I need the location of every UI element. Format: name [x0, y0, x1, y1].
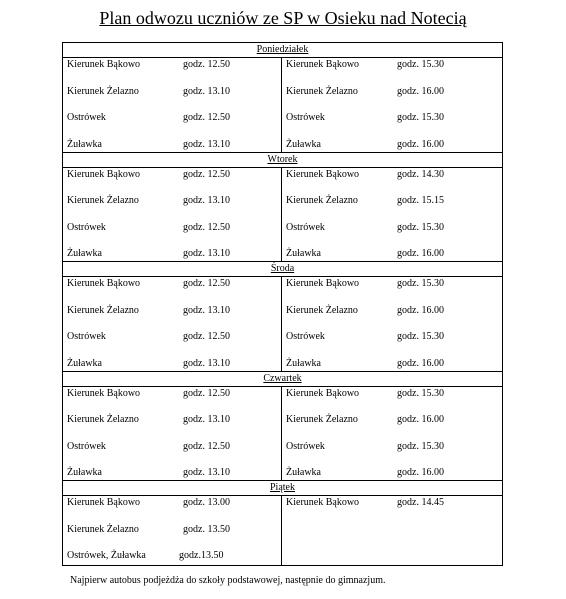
- location: Kierunek Żelazno: [286, 85, 358, 97]
- schedule-row: [63, 58, 281, 85]
- location: Ostrówek: [67, 440, 106, 452]
- day-grid: [63, 168, 502, 262]
- time: godz. 13.10: [183, 467, 230, 478]
- time: godz. 14.30: [397, 168, 444, 180]
- location: Ostrówek: [286, 221, 325, 233]
- location: Kierunek Bąkowo: [67, 59, 141, 70]
- time: godz. 16.00: [397, 304, 444, 316]
- left-column: [63, 387, 282, 481]
- time: godz.13.50: [179, 550, 224, 561]
- time: godz. 13.10: [183, 248, 230, 259]
- day-header: Piątek: [63, 480, 502, 496]
- time: godz. 12.50: [183, 278, 230, 289]
- schedule-row: [63, 466, 281, 480]
- schedule-row: [282, 111, 502, 138]
- location: Kierunek Żelazno: [67, 195, 139, 206]
- location: Kierunek Bąkowo: [286, 387, 360, 399]
- location: Kierunek Bąkowo: [286, 278, 360, 289]
- left-column: [63, 277, 282, 371]
- location: Kierunek Żelazno: [67, 523, 139, 535]
- schedule-row: [282, 440, 502, 467]
- location: Kierunek Bąkowo: [67, 497, 141, 508]
- schedule-row: [282, 466, 502, 480]
- schedule-row: [63, 413, 281, 440]
- location: Kierunek Bąkowo: [286, 497, 360, 508]
- right-column: [282, 58, 502, 152]
- time: godz. 13.10: [183, 138, 230, 150]
- time: godz. 12.50: [183, 221, 230, 233]
- time: godz. 13.00: [183, 497, 230, 508]
- location: Kierunek Żelazno: [67, 414, 139, 425]
- day-header: Wtorek: [63, 152, 502, 168]
- day-header: Poniedziałek: [63, 43, 502, 58]
- day-grid: [63, 277, 502, 371]
- time: godz. 12.50: [183, 387, 230, 399]
- schedule-row: [282, 168, 502, 195]
- left-column: [63, 168, 282, 262]
- time: godz. 15.30: [397, 59, 444, 70]
- schedule-row: [282, 357, 502, 371]
- location: Ostrówek, Żuławka: [67, 550, 146, 561]
- schedule-row: [282, 138, 502, 152]
- location: Żuławka: [286, 138, 321, 150]
- location: Kierunek Żelazno: [67, 304, 139, 316]
- time: godz. 13.10: [183, 414, 230, 425]
- schedule-row: [63, 138, 281, 152]
- location: Kierunek Żelazno: [286, 304, 358, 316]
- left-column: [63, 496, 282, 565]
- schedule-row: [63, 330, 281, 357]
- location: Kierunek Żelazno: [286, 195, 358, 206]
- schedule-row: [282, 85, 502, 112]
- location: Żuławka: [67, 467, 102, 478]
- schedule-row: [63, 168, 281, 195]
- time: godz. 16.00: [397, 467, 444, 478]
- location: Żuławka: [67, 357, 102, 369]
- location: Żuławka: [286, 357, 321, 369]
- location: Ostrówek: [67, 112, 106, 123]
- time: godz. 12.50: [183, 440, 230, 452]
- time: godz. 16.00: [397, 138, 444, 150]
- location: Ostrówek: [67, 331, 106, 342]
- time: godz. 12.50: [183, 331, 230, 342]
- schedule-row: [282, 387, 502, 414]
- location: Kierunek Żelazno: [67, 85, 139, 97]
- location: Ostrówek: [286, 112, 325, 123]
- schedule-row: [63, 523, 281, 550]
- time: godz. 13.10: [183, 304, 230, 316]
- location: Kierunek Bąkowo: [67, 278, 141, 289]
- location: Kierunek Żelazno: [286, 414, 358, 425]
- time: godz. 16.00: [397, 85, 444, 97]
- schedule-row: [282, 277, 502, 304]
- time: godz. 15.30: [397, 112, 444, 123]
- time: godz. 13.10: [183, 357, 230, 369]
- time: godz. 15.30: [397, 440, 444, 452]
- location: Kierunek Bąkowo: [286, 168, 360, 180]
- schedule-row: [63, 440, 281, 467]
- day-grid: [63, 496, 502, 565]
- time: godz. 16.00: [397, 248, 444, 259]
- time: godz. 16.00: [397, 357, 444, 369]
- location: Żuławka: [67, 248, 102, 259]
- time: godz. 15.30: [397, 221, 444, 233]
- location: Ostrówek: [286, 440, 325, 452]
- time: godz. 13.50: [183, 523, 230, 535]
- left-column: [63, 58, 282, 152]
- location: Żuławka: [67, 138, 102, 150]
- schedule-row: [282, 194, 502, 221]
- schedule-row: [63, 357, 281, 371]
- schedule-row: [282, 247, 502, 261]
- footnote: Najpierw autobus podjeżdża do szkoły podstawowej, następnie do gimnazjum.: [70, 575, 386, 586]
- schedule-row: [63, 304, 281, 331]
- page-title: Plan odwozu uczniów ze SP w Osieku nad Notecią: [99, 8, 467, 28]
- time: godz. 16.00: [397, 414, 444, 425]
- time: godz. 15.30: [397, 278, 444, 289]
- schedule-row: [282, 304, 502, 331]
- location: Żuławka: [286, 467, 321, 478]
- schedule-row: [282, 496, 502, 523]
- schedule-row: [63, 221, 281, 248]
- schedule-row: [63, 85, 281, 112]
- time: godz. 15.15: [397, 195, 444, 206]
- time: godz. 12.50: [183, 112, 230, 123]
- schedule-row: [282, 413, 502, 440]
- schedule-row: [63, 496, 281, 523]
- time: godz. 13.10: [183, 195, 230, 206]
- schedule-row: [282, 58, 502, 85]
- right-column: [282, 387, 502, 481]
- right-column: [282, 496, 502, 565]
- time: godz. 12.50: [183, 59, 230, 70]
- schedule-table: [62, 42, 503, 566]
- schedule-row: [63, 111, 281, 138]
- time: godz. 14.45: [397, 497, 444, 508]
- location: Żuławka: [286, 248, 321, 259]
- location: Kierunek Bąkowo: [67, 387, 141, 399]
- schedule-row: [282, 221, 502, 248]
- location: Ostrówek: [286, 331, 325, 342]
- time: godz. 15.30: [397, 331, 444, 342]
- schedule-row: [63, 549, 281, 565]
- schedule-row: [63, 247, 281, 261]
- schedule-row: [63, 387, 281, 414]
- schedule-row: [63, 194, 281, 221]
- day-header: Czwartek: [63, 371, 502, 387]
- time: godz. 13.10: [183, 85, 230, 97]
- time: godz. 15.30: [397, 387, 444, 399]
- location: Kierunek Bąkowo: [286, 59, 360, 70]
- day-grid: [63, 58, 502, 152]
- schedule-row: [63, 277, 281, 304]
- day-grid: [63, 387, 502, 481]
- location: Kierunek Bąkowo: [67, 168, 141, 180]
- location: Ostrówek: [67, 221, 106, 233]
- right-column: [282, 168, 502, 262]
- time: godz. 12.50: [183, 168, 230, 180]
- right-column: [282, 277, 502, 371]
- day-header: Środa: [63, 261, 502, 277]
- schedule-row: [282, 330, 502, 357]
